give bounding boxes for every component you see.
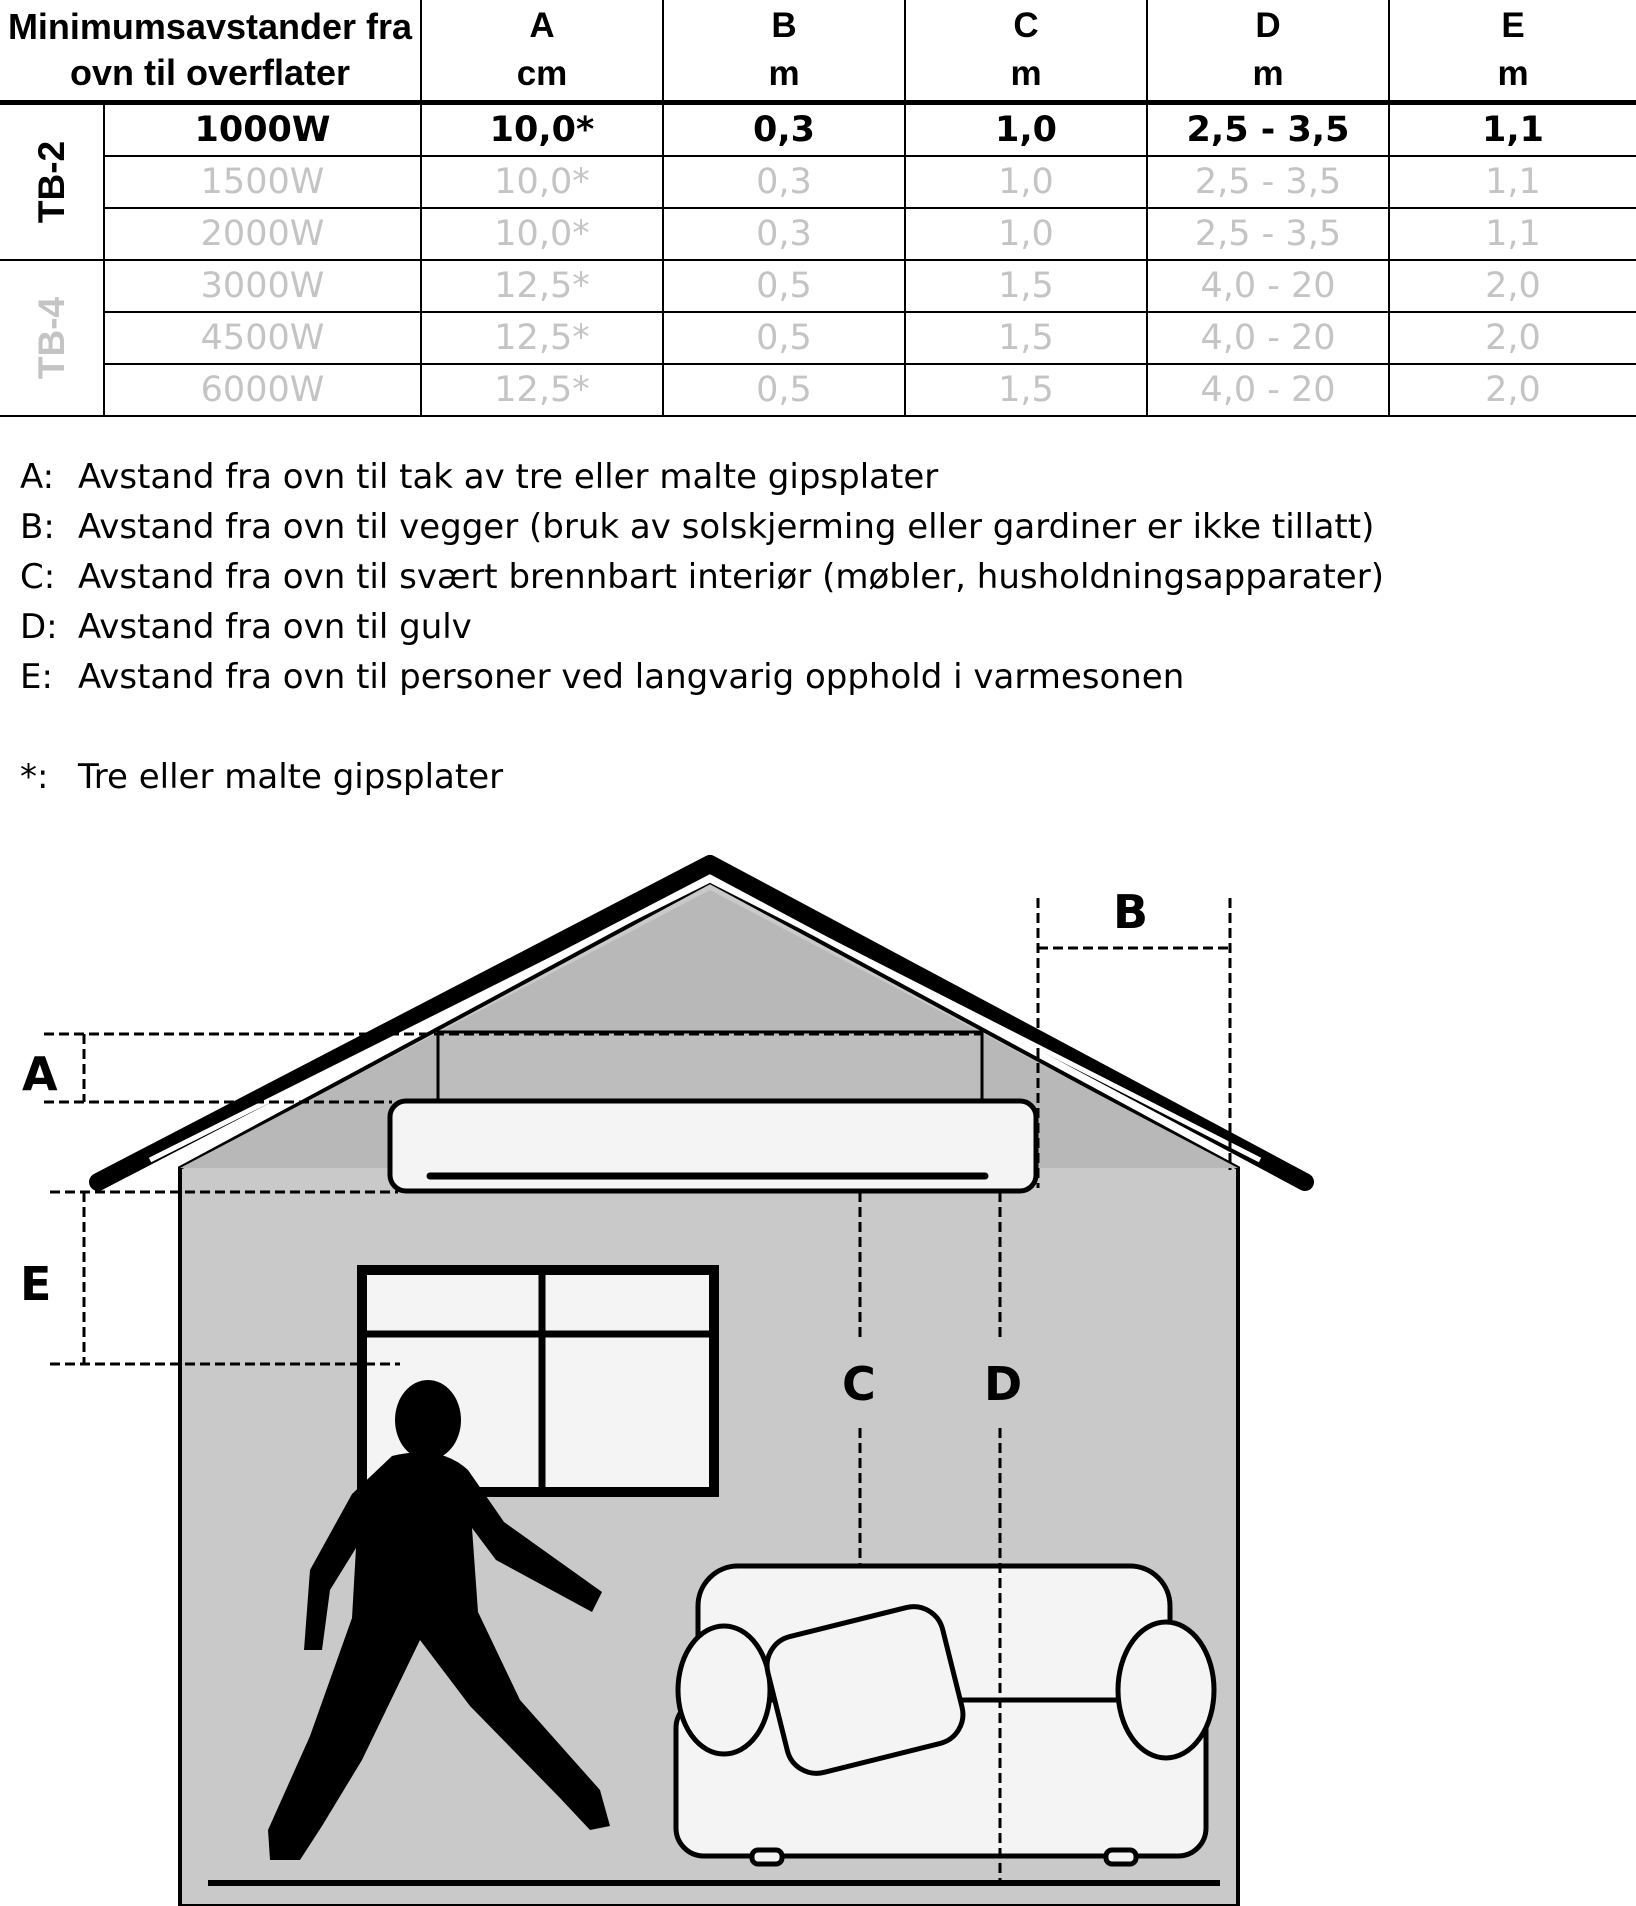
cell-e: 2,0 — [1389, 364, 1636, 416]
dimension-label-d: D — [984, 1357, 1023, 1411]
legend-text: Avstand fra ovn til svært brennbart interiør (møbler, husholdningsapparater) — [78, 557, 1384, 597]
cell-e: 1,1 — [1389, 103, 1636, 157]
legend-key: A: — [20, 457, 55, 497]
column-letter: A — [529, 6, 555, 45]
dimension-label-b: B — [1113, 885, 1149, 939]
cell-d: 4,0 - 20 — [1147, 260, 1389, 312]
cell-d: 4,0 - 20 — [1147, 364, 1389, 416]
legend-key: E: — [20, 657, 53, 697]
column-letter: D — [1255, 6, 1281, 45]
cell-c: 1,5 — [905, 260, 1147, 312]
cell-c: 1,0 — [905, 156, 1147, 208]
cell-b: 0,3 — [663, 208, 905, 260]
legend-key: D: — [20, 607, 58, 647]
column-unit: m — [768, 54, 800, 93]
power-cell: 1500W — [104, 156, 421, 208]
column-letter: B — [771, 6, 797, 45]
column-letter: E — [1501, 6, 1525, 45]
legend-text: Avstand fra ovn til gulv — [78, 607, 472, 647]
cell-b: 0,3 — [663, 103, 905, 157]
cell-a: 10,0* — [421, 208, 663, 260]
column-unit: cm — [516, 54, 568, 93]
cell-a: 10,0* — [421, 156, 663, 208]
cell-a: 12,5* — [421, 364, 663, 416]
cell-c: 1,0 — [905, 103, 1147, 157]
sofa-icon — [676, 1566, 1214, 1864]
cell-c: 1,5 — [905, 364, 1147, 416]
cell-e: 2,0 — [1389, 260, 1636, 312]
model-label: TB-2 — [30, 140, 72, 224]
footnote-text: Tre eller malte gipsplater — [78, 757, 504, 797]
power-cell: 2000W — [104, 208, 421, 260]
cell-c: 1,0 — [905, 208, 1147, 260]
power-cell: 6000W — [104, 364, 421, 416]
cell-a: 12,5* — [421, 260, 663, 312]
cell-d: 4,0 - 20 — [1147, 312, 1389, 364]
column-unit: m — [1497, 54, 1529, 93]
cell-b: 0,5 — [663, 260, 905, 312]
cell-b: 0,5 — [663, 364, 905, 416]
corner-header-line-1: Minimumsavstander fra — [7, 6, 413, 47]
dimension-label-c: C — [842, 1357, 876, 1411]
column-unit: m — [1252, 54, 1284, 93]
column-letter: C — [1013, 6, 1039, 45]
legend-text: Avstand fra ovn til vegger (bruk av solskjerming eller gardiner er ikke tillatt) — [78, 507, 1375, 547]
cell-e: 1,1 — [1389, 156, 1636, 208]
cell-d: 2,5 - 3,5 — [1147, 156, 1389, 208]
cell-d: 2,5 - 3,5 — [1147, 103, 1389, 157]
cell-a: 10,0* — [421, 103, 663, 157]
ceiling-panel — [438, 1032, 982, 1104]
cell-b: 0,3 — [663, 156, 905, 208]
legend-key: C: — [20, 557, 56, 597]
cell-a: 12,5* — [421, 312, 663, 364]
corner-header-line-2: ovn til overflater — [69, 52, 351, 93]
power-cell: 1000W — [104, 103, 421, 157]
cell-b: 0,5 — [663, 312, 905, 364]
cell-e: 2,0 — [1389, 312, 1636, 364]
power-cell: 3000W — [104, 260, 421, 312]
cell-d: 2,5 - 3,5 — [1147, 208, 1389, 260]
footnote-key: *: — [20, 757, 49, 797]
legend-key: B: — [20, 507, 55, 547]
cell-c: 1,5 — [905, 312, 1147, 364]
column-unit: m — [1010, 54, 1042, 93]
model-label: TB-4 — [30, 296, 72, 380]
dimension-label-a: A — [22, 1047, 58, 1101]
legend-text: Avstand fra ovn til tak av tre eller malte gipsplater — [78, 457, 939, 497]
power-cell: 4500W — [104, 312, 421, 364]
legend-text: Avstand fra ovn til personer ved langvarig opphold i varmesonen — [78, 657, 1185, 697]
dimension-label-e: E — [20, 1257, 52, 1311]
cell-e: 1,1 — [1389, 208, 1636, 260]
